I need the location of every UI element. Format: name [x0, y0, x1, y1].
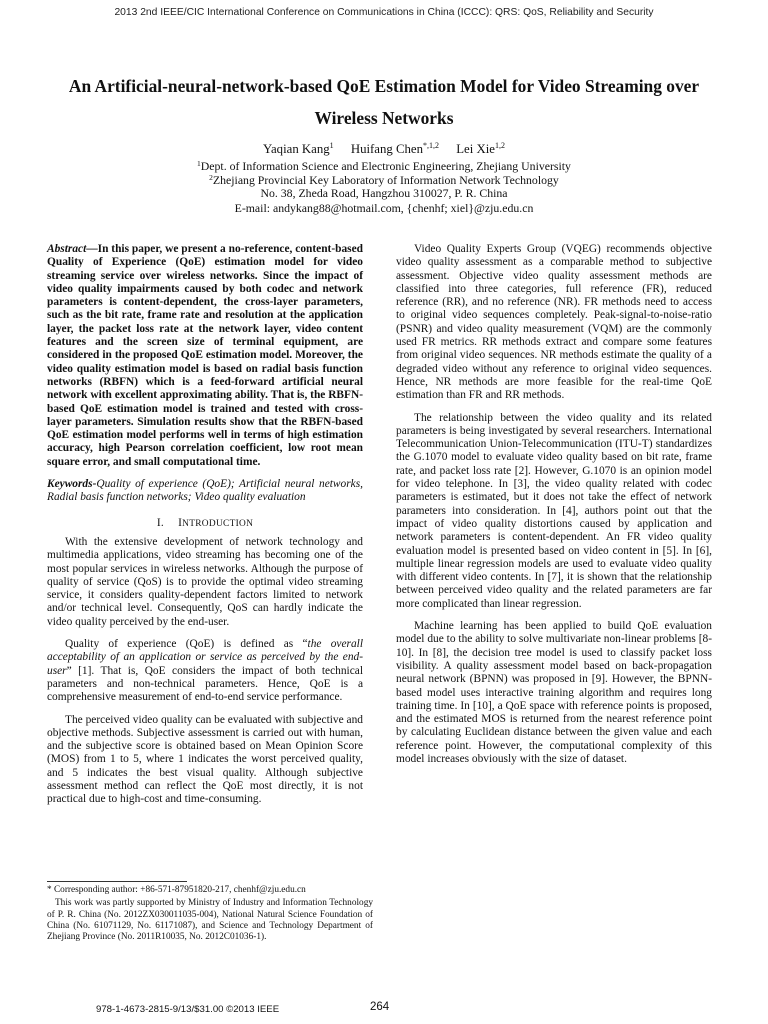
- intro-paragraph-2: [47, 638, 363, 704]
- intro-p2-part-a: Quality of experience (QoE) is defined as “: [65, 638, 308, 651]
- intro-paragraph-3: The perceived video quality can be evaluated with subjective and objective methods. Subjective assessment is carried out with human, and the subjective score is obtained based on Mean Opinion Score (MOS) from 1 to 5, where 1 indicates the worst perceived quality, and 5 indicates the best visual quality. Although subjective assessment method can reflect the QoE most directly, it is not practical due to high-cost and time-consuming.: [47, 713, 363, 806]
- isbn-copyright: 978-1-4673-2815-9/13/$31.00 ©2013 IEEE: [96, 1004, 280, 1015]
- left-column: [47, 243, 363, 816]
- author-sup: 1: [329, 141, 334, 150]
- right-column: [396, 243, 712, 775]
- keywords: [47, 478, 363, 505]
- right-paragraph-3: Machine learning has been applied to build QoE evaluation model due to the ability to solve multivariate non-linear problems [8-10]. In [8], the decision tree model is used to classify packet loss visibility. A quality assessment model based on back-propagation neural network (BPNN) was proposed in [9]. However, the BPNN-based model uses interactive training algorithm and requires long training time. In [10], a QoE space with reference points is proposed, and the estimated MOS is returned from the nearest reference point by calculating Euclidean distance between the given value and each reference point. However, the computational complexity of this model increases obviously with the size of dataset.: [396, 620, 712, 765]
- section-number: I.: [156, 516, 165, 529]
- section-heading-introduction: [47, 517, 363, 531]
- conference-header: 2013 2nd IEEE/CIC International Conference on Communications in China (ICCC): QRS: QoS, Reliability and Security: [114, 7, 654, 18]
- footnotes: [47, 885, 373, 945]
- keywords-lead: Keywords-: [47, 478, 97, 491]
- author-sup: *,1,2: [423, 141, 439, 150]
- paper-title: An Artificial-neural-network-based QoE Estimation Model for Video Streaming over Wireless Networks: [68, 76, 700, 128]
- affiliation-address: No. 38, Zheda Road, Hangzhou 310027, P. R. China: [260, 186, 508, 200]
- intro-p2-part-b: ” [1]. That is, QoE considers the impact of both technical parameters and non-technical parameters. Hence, QoE is a comprehensive measurement of end-to-end service performance.: [47, 664, 363, 704]
- footnote-corresponding-author: * Corresponding author: +86-571-87951820-217, chenhf@zju.edu.cn: [47, 885, 306, 895]
- abstract: [47, 243, 363, 469]
- abstract-lead: Abstract: [47, 243, 87, 255]
- section-title-first: I: [178, 516, 183, 529]
- footnote-divider: [47, 881, 187, 882]
- author-name: Lei Xie: [456, 142, 495, 156]
- affiliation-sup: 1: [197, 159, 201, 168]
- qoe-definition-quote: the overall acceptability of an application or service as perceived by the end-user: [47, 638, 363, 677]
- affiliation-text: Dept. of Information Science and Electronic Engineering, Zhejiang University: [200, 159, 571, 173]
- footnote-funding: This work was partly supported by Ministry of Industry and Information Technology of P. R. China (No. 2012ZX030011035-004), National Natural Science Foundation of China (No. 61071129, No. 61171087), and Science and Technology Department of Zhejiang Province (No. 2011R10035, No. 2012C01036-1).: [47, 898, 373, 943]
- author-name: Yaqian Kang: [263, 142, 330, 156]
- section-title-rest: NTRODUCTION: [182, 518, 254, 529]
- affiliation-sup: 2: [209, 173, 213, 182]
- author-sup: 1,2: [494, 141, 505, 150]
- affiliation-email: E-mail: andykang88@hotmail.com, {chenhf; xiel}@zju.edu.cn: [234, 201, 534, 215]
- affiliation-text: Zhejiang Provincial Key Laboratory of Information Network Technology: [212, 173, 559, 187]
- right-paragraph-2: The relationship between the video quality and its related parameters is being investigated by several researchers. International Telecommunication Union-Telecommunication (ITU-T) standardizes the G.1070 model to evaluate video quality based on bit rate, frame rate, and packet loss rate [2]. However, G.1070 is an opinion model for video telephone. In [3], the video quality related with codec parameters is estimated, but it does not take the effect of network parameters into consideration. In [4], authors point out that the impact of video quality distortions caused by application and network parameters is content-dependent. An FR video quality evaluation model is presented based on video content in [5]. In [6], multiple linear regression models are used to evaluate video quality with different video contents. In [7], it is shown that the relationship between perceived video quality and the related parameters are far more complicated than linear regression.: [396, 411, 712, 610]
- author-name: Huifang Chen: [350, 142, 423, 156]
- abstract-text: —In this paper, we present a no-reference, content-based Quality of Experience (QoE) estimation model for video streaming service over wireless networks. Since the impact of video quality impairments caused by both codec and network parameters is content-dependent, the cross-layer parameters, such as the bit rate, frame rate and resolution at the application layer, the packet loss rate at the network layer, video content features and the screen size of terminal equipment, are considered in the proposed QoE estimation model. Moreover, the video quality estimation model is based on radial basis function networks (RBFN) which is a feed-forward artificial neural network with excellent approximating ability. That is, the RBFN-based QoE estimation model is trained and tested with cross-layer parameters. Simulation results show that the RBFN-based QoE estimation model performs well in terms of high estimation accuracy, high Pearson correlation coefficient, low root mean square error, and small computational time.: [47, 243, 363, 468]
- page-number: 264: [370, 1001, 390, 1013]
- author-list: [0, 141, 768, 157]
- keywords-text: Quality of experience (QoE); Artificial neural networks, Radial basis function networks; Video quality evaluation: [47, 478, 363, 504]
- intro-paragraph-1: With the extensive development of network technology and multimedia applications, video streaming has becoming one of the most popular services in wireless networks. Although the purpose of quality of service (QoS) is to provide the optimal video streaming service, it considers quality-dependent factors limited to network and/or technical level. Consequently, QoS can hardly indicate the video quality perceived by the end-user.: [47, 535, 363, 628]
- right-paragraph-1: Video Quality Experts Group (VQEG) recommends objective video quality assessment as a comparable method to subjective assessment. Objective video quality assessment methods are classified into three categories, full reference (FR), reduced reference (RR), and no reference (NR). FR methods need to access to original video sequences completely. Peak-signal-to-noise-ratio (PSNR) and video quality measurement (VQM) are the commonly used FR metrics. RR methods extract and compare some features from original video sequences. NR methods estimate the quality of a degraded video without any reference to original video sequences. Hence, NR methods are more feasible for the real-time QoE estimation than FR and RR methods.: [396, 243, 712, 402]
